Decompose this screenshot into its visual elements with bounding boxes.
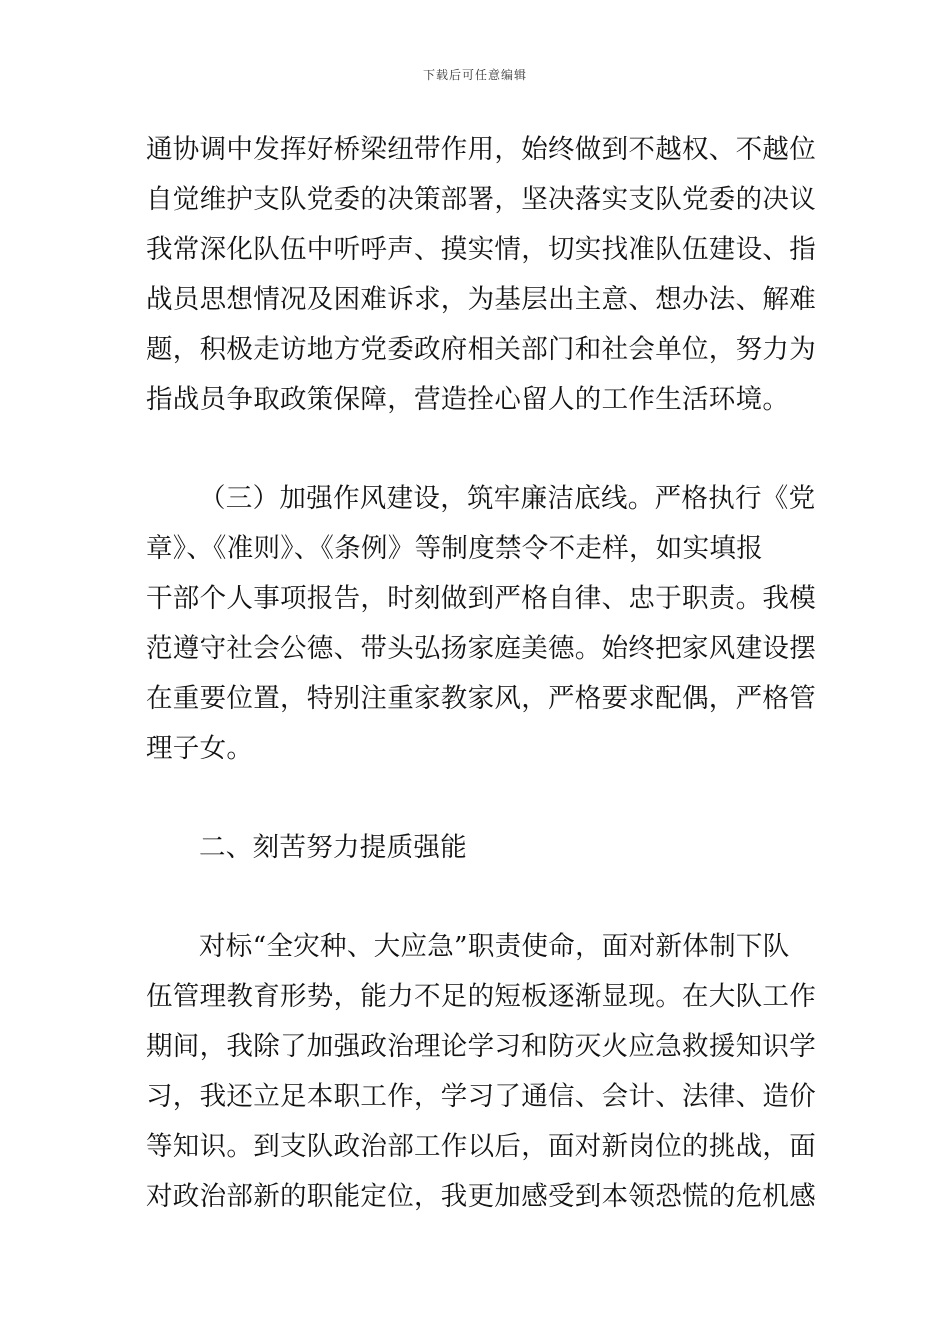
text-line: 等知识。到支队政治部工作以后，面对新岗位的挑战，面 (146, 1131, 816, 1162)
text-line: 通协调中发挥好桥梁纽带作用，始终做到不越权、不越位 (146, 134, 816, 165)
text-line: 理子女。 (146, 733, 254, 764)
text-line: 对标“全灾种、大应急”职责使命，面对新体制下队 (199, 931, 790, 962)
text-line: 在重要位置，特别注重家教家风，严格要求配偶，严格管 (146, 683, 816, 714)
text-line: 题，积极走访地方党委政府相关部门和社会单位，努力为 (146, 334, 816, 365)
text-line: 习，我还立足本职工作，学习了通信、会计、法律、造价 (146, 1081, 816, 1112)
text-line: 战员思想情况及困难诉求，为基层出主意、想办法、解难 (146, 284, 816, 315)
text-line: 期间，我除了加强政治理论学习和防灭火应急救援知识学 (146, 1031, 816, 1062)
text-line: 范遵守社会公德、带头弘扬家庭美德。始终把家风建设摆 (146, 633, 816, 664)
page-header-note: 下载后可任意编辑 (422, 68, 527, 82)
text-line: 对政治部新的职能定位，我更加感受到本领恐慌的危机感 (146, 1181, 816, 1212)
text-line: 章》、《准则》、《条例》等制度禁令不走样，如实填报 (146, 533, 763, 564)
text-line: （三）加强作风建设，筑牢廉洁底线。严格执行《党 (199, 483, 816, 514)
text-line: 指战员争取政策保障，营造拴心留人的工作生活环境。 (146, 384, 790, 415)
section-heading: 二、刻苦努力提质强能 (199, 832, 467, 863)
text-line: 伍管理教育形势，能力不足的短板逐渐显现。在大队工作 (146, 981, 816, 1012)
text-line: 我常深化队伍中听呼声、摸实情，切实找准队伍建设、指 (146, 234, 816, 265)
text-line: 干部个人事项报告，时刻做到严格自律、忠于职责。我模 (146, 583, 816, 614)
text-line: 自觉维护支队党委的决策部署，坚决落实支队党委的决议 (146, 184, 816, 215)
